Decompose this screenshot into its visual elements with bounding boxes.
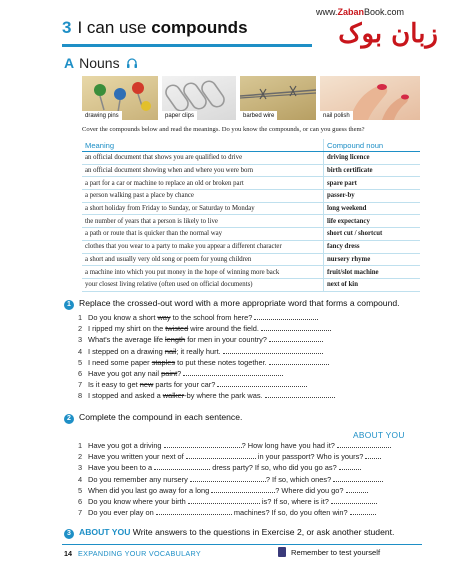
item-number: 1	[78, 313, 83, 322]
item-number: 6	[78, 496, 83, 506]
list-item	[78, 440, 391, 451]
item-text: wire around the field.	[188, 324, 259, 334]
answer-blank[interactable]	[254, 312, 318, 320]
answer-blank[interactable]	[186, 451, 256, 459]
book-icon	[278, 547, 286, 557]
item-text: Do you know a short	[88, 313, 158, 322]
answer-blank[interactable]	[346, 485, 368, 493]
item-number: 7	[78, 508, 83, 518]
answer-blank[interactable]	[223, 346, 323, 354]
answer-blank[interactable]	[156, 507, 232, 515]
item-number: 3	[78, 335, 83, 345]
photo-caption: paper clips	[162, 111, 197, 120]
compound-cell: short cut / shortcut	[324, 228, 421, 241]
exercise-instruction: Complete the compound in each sentence.	[79, 412, 243, 422]
crossed-out-word: length	[165, 335, 186, 345]
crossed-out-word: way	[157, 313, 171, 322]
item-text: I stopped and asked a	[88, 391, 163, 401]
item-number: 5	[78, 357, 83, 367]
crossed-out-word: new	[139, 380, 154, 390]
photo-caption: drawing pins	[82, 111, 122, 120]
table-row	[82, 152, 420, 165]
exercise-number-badge: 2	[64, 414, 74, 424]
table-row	[82, 190, 420, 203]
exercise-1-list	[78, 312, 335, 402]
section-a-heading	[64, 55, 138, 71]
item-text: Do you know where your birth	[88, 496, 188, 506]
footer-rule	[62, 544, 422, 545]
item-text: Have you written your next of	[88, 452, 186, 462]
table-row	[82, 278, 420, 291]
compounds-table	[82, 139, 420, 292]
meaning-cell: the number of years that a person is likely to live	[82, 215, 324, 228]
answer-blank[interactable]	[154, 462, 210, 470]
compound-cell: birth certificate	[324, 164, 421, 177]
table-header-row	[82, 139, 420, 152]
answer-blank[interactable]	[365, 451, 381, 459]
list-item	[78, 346, 335, 357]
item-text: Have you got a driving	[88, 441, 164, 450]
crossed-out-word: staples	[151, 357, 176, 367]
item-text: machines? If so, do you often win?	[231, 508, 348, 518]
answer-blank[interactable]	[339, 462, 361, 470]
list-item	[78, 451, 391, 462]
list-item	[78, 312, 335, 323]
unit-heading	[62, 18, 248, 38]
answer-blank[interactable]	[350, 507, 376, 515]
logo-url	[316, 7, 404, 17]
crossed-out-word: paint	[161, 368, 178, 378]
meaning-cell: a machine into which you put money in the hope of winning more back	[82, 266, 324, 279]
item-text: Is it easy to get	[88, 380, 140, 390]
item-text: Do you ever play on	[88, 508, 156, 518]
photo-caption: barbed wire	[240, 111, 277, 120]
answer-blank[interactable]	[333, 474, 383, 482]
meaning-cell: an official document that shows you are qualified to drive	[82, 152, 324, 165]
logo-url-pre: www.	[316, 7, 338, 17]
table-row	[82, 228, 420, 241]
table-row	[82, 253, 420, 266]
answer-blank[interactable]	[164, 440, 242, 448]
list-item	[78, 474, 391, 485]
item-number: 4	[78, 346, 83, 356]
answer-blank[interactable]	[190, 474, 266, 482]
answer-blank[interactable]	[183, 368, 283, 376]
list-item	[78, 379, 335, 390]
answer-blank[interactable]	[265, 390, 335, 398]
item-text: parts for your car?	[153, 380, 216, 390]
crossed-out-word: walker	[162, 391, 185, 401]
photo-barbed-wire	[240, 76, 316, 120]
photo-strip	[82, 76, 420, 120]
exercise-3-heading	[64, 527, 394, 539]
item-text: ? How long have you had it?	[241, 441, 335, 450]
meaning-cell: a part for a car or machine to replace an old or broken part	[82, 177, 324, 190]
item-number: 2	[78, 324, 83, 334]
logo-url-post: Book.com	[364, 7, 405, 17]
compound-cell: fruit/slot machine	[324, 266, 421, 279]
exercise-number-badge: 3	[64, 529, 74, 539]
answer-blank[interactable]	[269, 357, 329, 365]
item-text: in your passport? Who is yours?	[255, 452, 364, 462]
section-name: EXPANDING YOUR VOCABULARY	[78, 549, 201, 558]
headphones-icon[interactable]	[126, 57, 138, 69]
item-number: 1	[78, 441, 83, 450]
compound-cell: fancy dress	[324, 240, 421, 253]
item-number: 8	[78, 391, 83, 401]
exercise-1-heading	[64, 298, 400, 310]
about-you-label: ABOUT YOU	[353, 430, 405, 440]
item-text: ? If so, which ones?	[265, 474, 332, 484]
unit-title-pre: I can use	[77, 18, 152, 37]
unit-title-bold: compounds	[151, 18, 248, 37]
crossed-out-word: nail	[164, 346, 177, 356]
item-text: to the school from here?	[170, 313, 253, 322]
item-text: Do you remember any nursery	[88, 474, 190, 484]
compound-cell: life expectancy	[324, 215, 421, 228]
list-item	[78, 334, 335, 345]
table-instruction: Cover the compounds below and read the meanings. Do you know the compounds, or can you guess them?	[82, 126, 365, 133]
item-text: ? Where did you go?	[275, 485, 344, 495]
list-item	[78, 323, 335, 334]
answer-blank[interactable]	[188, 496, 260, 504]
list-item	[78, 390, 335, 401]
item-number: 7	[78, 380, 83, 390]
item-text: I need some paper	[88, 357, 152, 367]
item-text: ; it really hurt.	[176, 346, 221, 356]
compound-cell: next of kin	[324, 278, 421, 291]
photo-nail-polish	[320, 76, 420, 120]
answer-blank[interactable]	[211, 485, 275, 493]
compound-cell: driving licence	[324, 152, 421, 165]
list-item	[78, 485, 391, 496]
item-text: ?	[177, 368, 182, 378]
compound-cell: long weekend	[324, 202, 421, 215]
item-number: 6	[78, 368, 83, 378]
photo-paper-clips	[162, 76, 236, 120]
item-number: 2	[78, 452, 83, 462]
table-row	[82, 215, 420, 228]
photo-drawing-pins	[82, 76, 158, 120]
meaning-cell: a path or route that is quicker than the normal way	[82, 228, 324, 241]
unit-title	[77, 18, 247, 37]
meaning-cell: an official document showing when and where you were born	[82, 164, 324, 177]
answer-blank[interactable]	[269, 334, 323, 342]
item-text: -by where the park was.	[184, 391, 263, 401]
item-text: dress party? If so, who did you go as?	[210, 463, 337, 473]
table-row	[82, 266, 420, 279]
list-item	[78, 496, 391, 507]
meaning-cell: a person walking past a place by chance	[82, 190, 324, 203]
page-number: 14	[64, 549, 72, 558]
item-text: Have you got any nail	[88, 368, 162, 378]
table-row	[82, 202, 420, 215]
exercise-instruction: Replace the crossed-out word with a more appropriate word that forms a compound.	[79, 298, 400, 308]
exercise-2-heading	[64, 412, 242, 424]
column-header-meaning: Meaning	[82, 139, 324, 152]
item-text: to put these notes together.	[175, 357, 267, 367]
reminder-text: Remember to test yourself	[291, 548, 381, 557]
list-item	[78, 507, 391, 518]
answer-blank[interactable]	[337, 440, 391, 448]
answer-blank[interactable]	[261, 323, 331, 331]
exercise-2-list	[78, 440, 391, 518]
logo-url-brand: Zaban	[337, 7, 365, 17]
exercise-number-badge: 1	[64, 300, 74, 310]
item-text: I ripped my shirt on the	[88, 324, 166, 334]
about-you-label: ABOUT YOU	[79, 527, 131, 537]
item-number: 3	[78, 463, 83, 473]
meaning-cell: your closest living relative (often used on official documents)	[82, 278, 324, 291]
section-title: Nouns	[79, 55, 120, 71]
answer-blank[interactable]	[217, 379, 307, 387]
photo-caption: nail polish	[320, 111, 353, 120]
item-number: 5	[78, 485, 83, 495]
list-item	[78, 368, 335, 379]
column-header-compound: Compound noun	[324, 139, 421, 152]
item-text: is? If so, where is it?	[259, 496, 329, 506]
exercise-instruction: Write answers to the questions in Exercise 2, or ask another student.	[130, 527, 395, 537]
table-row	[82, 164, 420, 177]
answer-blank[interactable]	[331, 496, 377, 504]
item-number: 4	[78, 474, 83, 484]
unit-number: 3	[62, 18, 72, 37]
meaning-cell: clothes that you wear to a party to make you appear a different character	[82, 240, 324, 253]
footer-reminder	[278, 547, 380, 557]
compound-cell: nursery rhyme	[324, 253, 421, 266]
item-text: I stepped on a drawing	[88, 346, 165, 356]
list-item	[78, 357, 335, 368]
compound-cell: spare part	[324, 177, 421, 190]
item-text: for men in your country?	[185, 335, 267, 345]
meaning-cell: a short and usually very old song or poem for young children	[82, 253, 324, 266]
section-letter: A	[64, 55, 75, 71]
list-item	[78, 462, 391, 473]
heading-rule	[62, 44, 312, 47]
table-row	[82, 177, 420, 190]
table-row	[82, 240, 420, 253]
footer-left	[64, 549, 201, 558]
compound-cell: passer-by	[324, 190, 421, 203]
crossed-out-word: twisted	[165, 324, 189, 334]
item-text: What's the average life	[88, 335, 165, 345]
meaning-cell: a short holiday from Friday to Sunday, or Saturday to Monday	[82, 202, 324, 215]
item-text: When did you last go away for a long	[88, 485, 212, 495]
item-text: Have you been to a	[88, 463, 155, 473]
logo-mark: زبان بوک	[338, 19, 438, 49]
